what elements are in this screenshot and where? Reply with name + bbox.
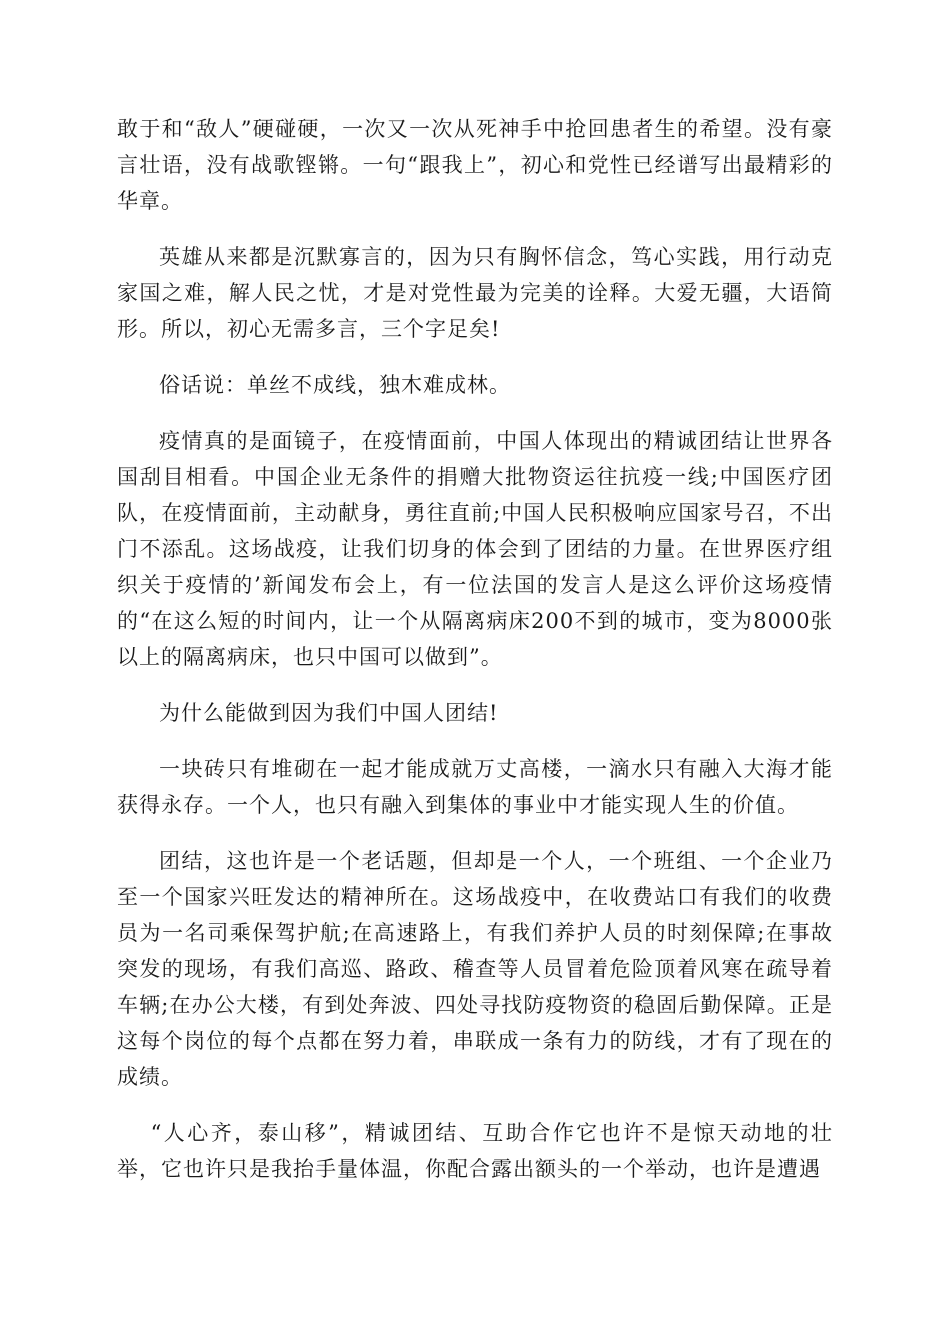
paragraph-brick-water: 一块砖只有堆砌在一起才能成就万丈高楼，一滴水只有融入大海才能获得永存。一个人，也只有融入到集体的事业中才能实现人生的价值。: [117, 757, 833, 817]
paragraph-proverb: 俗话说：单丝不成线，独木难成林。: [159, 373, 511, 397]
paragraph-hero: 英雄从来都是沉默寡言的，因为只有胸怀信念，笃心实践，用行动克家国之难，解人民之忧，才是对党性最为完美的诠释。大爱无疆，大语简形。所以，初心无需多言，三个字足矣!: [117, 245, 833, 341]
paragraph-why-united: 为什么能做到因为我们中国人团结!: [159, 701, 499, 725]
document-page: [117, 111, 833, 1207]
paragraph-unity-topic: 团结，这也许是一个老话题，但却是一个人，一个班组、一个企业乃至一个国家兴旺发达的精神所在。这场战疫中，在收费站口有我们的收费员为一名司乘保驾护航;在高速路上，有我们养护人员的时刻保障;在事故突发的现场，有我们高巡、路政、稽查等人员冒着危险顶着风寒在疏导着车辆;在办公大楼，有到处奔波、四处寻找防疫物资的稳固后勤保障。正是这每个岗位的每个点都在努力着，串联成一条有力的防线，才有了现在的成绩。: [117, 849, 833, 1089]
paragraph-epidemic-mirror: 疫情真的是面镜子，在疫情面前，中国人体现出的精诚团结让世界各国刮目相看。中国企业无条件的捐赠大批物资运往抗疫一线;中国医疗团队，在疫情面前，主动献身，勇往直前;中国人民积极响应国家号召，不出门不添乱。这场战疫，让我们切身的体会到了团结的力量。在世界医疗组织关于疫情的’新闻发布会上，有一位法国的发言人是这么评价这场疫情的“在这么短的时间内，让一个从隔离病床200不到的城市，变为8000张以上的隔离病床，也只中国可以做到”。: [117, 429, 833, 669]
paragraph-continued: 敢于和“敌人”硬碰硬，一次又一次从死神手中抢回患者生的希望。没有豪言壮语，没有战歌铿锵。一句“跟我上”，初心和党性已经谱写出最精彩的华章。: [117, 117, 833, 213]
paragraph-united-hearts: “人心齐，泰山移”，精诚团结、互助合作它也许不是惊天动地的壮举，它也许只是我抬手量体温，你配合露出额头的一个举动，也许是遭遇: [117, 1121, 833, 1181]
